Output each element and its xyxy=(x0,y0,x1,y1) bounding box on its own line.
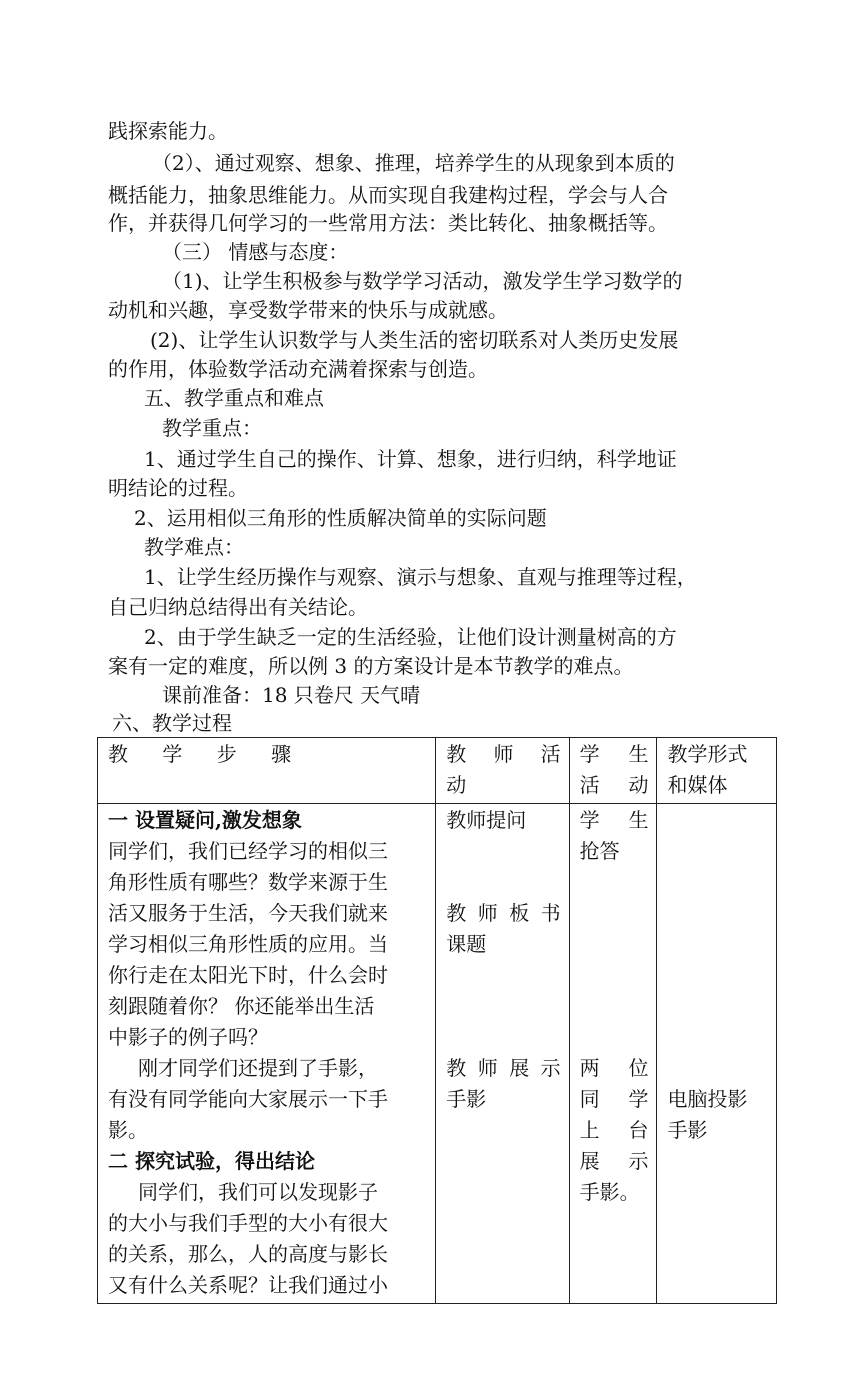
text-line: (2)、让学生认识数学与人类生活的密切联系对人类历史发展 xyxy=(150,328,679,352)
text-line: 2、由于学生缺乏一定的生活经验，让他们设计测量树高的方 xyxy=(144,625,677,649)
text-line: 教学重点： xyxy=(162,416,262,440)
text-line: （三） 情感与态度： xyxy=(162,240,349,264)
header-student-activity: 学 生 活 动 xyxy=(569,738,657,804)
media-cell: 电脑投影 手影 xyxy=(657,804,777,1304)
student-activity-cell: 学 生 抢答 两 位 同 学 上 台 展 示 手影。 xyxy=(569,804,657,1304)
text-line: 教学难点： xyxy=(144,535,244,559)
step-title: 一 设置疑问,激发想象 xyxy=(108,808,302,832)
header-steps: 教 学 步 骤 xyxy=(98,738,436,804)
table-header-row xyxy=(98,738,777,804)
teacher-activity-cell: 教师提问 教 师 板 书 课题 教 师 展 示 手影 xyxy=(436,804,569,1304)
text-line: 案有一定的难度，所以例 3 的方案设计是本节教学的难点。 xyxy=(108,654,634,678)
text-line: 动机和兴趣，享受数学带来的快乐与成就感。 xyxy=(108,298,508,322)
section-heading: 六、教学过程 xyxy=(112,711,232,735)
header-media: 教学形式 和媒体 xyxy=(657,738,777,804)
text-line: 2、运用相似三角形的性质解决简单的实际问题 xyxy=(134,506,547,530)
text-line: （2）、通过观察、想象、推理，培养学生的从现象到本质的 xyxy=(152,151,675,175)
text-line: 1、通过学生自己的操作、计算、想象，进行归纳，科学地证 xyxy=(144,447,677,471)
text-line: 践探索能力。 xyxy=(108,119,228,143)
steps-cell: 一 设置疑问,激发想象 同学们，我们已经学习的相似三 角形性质有哪些？数学来源于生 活又服务于生活，今天我们就来 学习相似三角形性质的应用。当 你行走在太阳光下时，什么会时 刻跟随着你？ 你还能举出生活 中影子的例子吗？ 刚才同学们还提到了手影， 有没有同学能向大家展示一下手 影。 二 探究试验，得出结论 同学们，我们可以发现影子 的大小与我们手型的大小有很大 的关系，那么，人的高度与影长 又有什么关系呢？让我们通过小 xyxy=(98,804,436,1304)
section-heading: 五、教学重点和难点 xyxy=(144,386,324,410)
text-line: 的作用，体验数学活动充满着探索与创造。 xyxy=(108,357,488,381)
text-line: 明结论的过程。 xyxy=(108,476,248,500)
text-line: 1、让学生经历操作与观察、演示与想象、直观与推理等过程， xyxy=(144,565,697,589)
text-line: 概括能力，抽象思维能力。从而实现自我建构过程，学会与人合 xyxy=(108,183,668,207)
lesson-process-table xyxy=(97,737,777,1304)
step-title: 二 探究试验，得出结论 xyxy=(108,1149,315,1173)
text-line: 自己归纳总结得出有关结论。 xyxy=(108,595,368,619)
text-line: （1)、让学生积极参与数学学习活动，激发学生学习数学的 xyxy=(162,269,683,293)
table-row xyxy=(98,804,777,1304)
text-line: 课前准备：18 只卷尺 天气晴 xyxy=(162,683,421,707)
text-line: 作，并获得几何学习的一些常用方法：类比转化、抽象概括等。 xyxy=(108,211,668,235)
header-teacher-activity: 教 师 活 动 xyxy=(436,738,569,804)
